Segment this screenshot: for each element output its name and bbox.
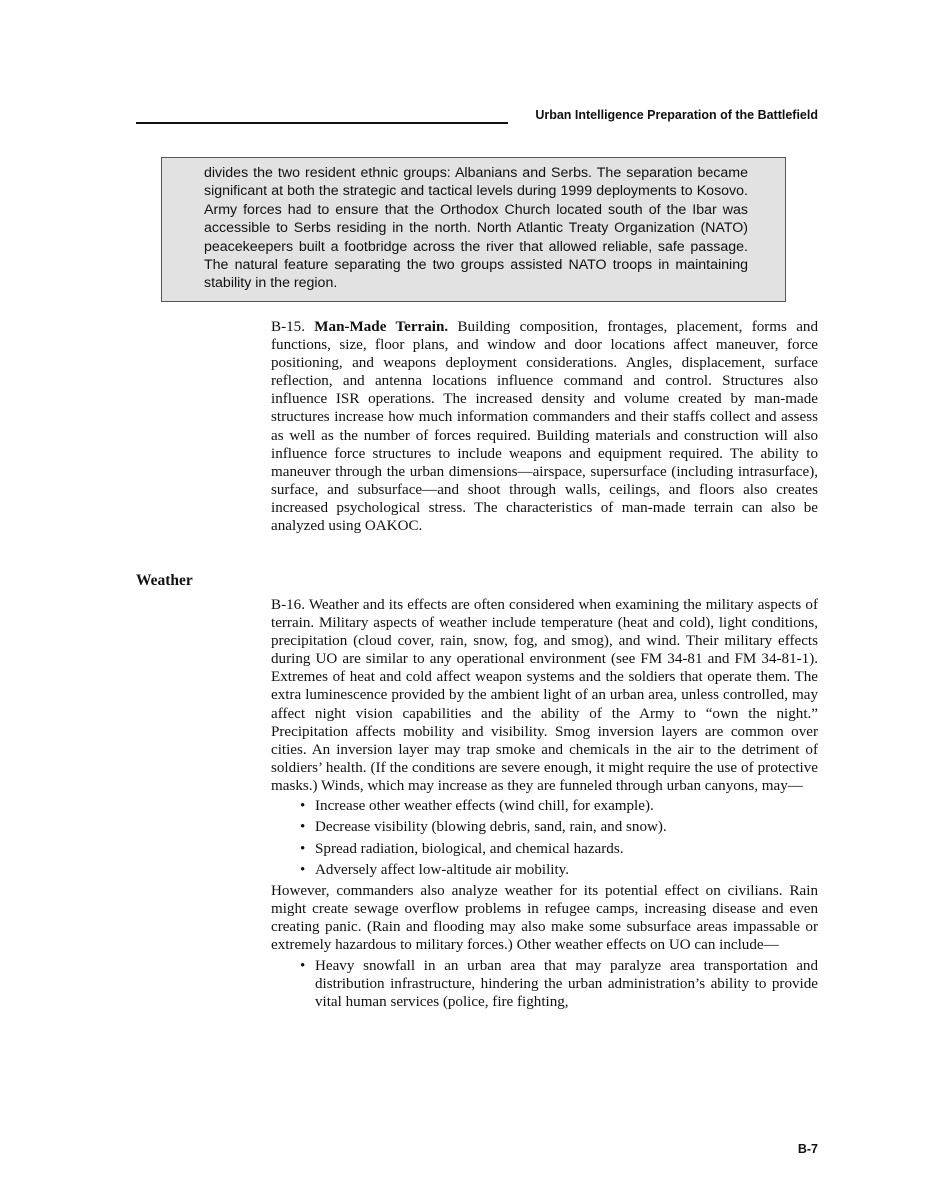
paragraph-text: Weather and its effects are often considered when examining the military aspects of terrain. Military aspects of weather include temperature (heat and cold), light conditions, precipitation (cloud cover, rain, snow, fog, and smog), and wind. Their military effects during UO are similar to any operational environment (see FM 34-81 and FM 34-81-1). Extremes of heat and cold affect weapon systems and the soldiers that operate them. The extra luminescence provided by the ambient light of an urban area, unless controlled, may affect night vision capabilities and the ability of the Army to “own the night.” Precipitation affects mobility and visibility. Smog inversion layers are common over cities. An inversion layer may trap smoke and chemicals in the air to the detriment of soldiers’ health. (If the conditions are severe enough, it might require the use of protective masks.) Winds, which may increase as they are funneled through urban canyons, may— <box>271 597 818 794</box>
paragraph-b15 <box>271 318 818 535</box>
list-item: • Decrease visibility (blowing debris, sand, rain, and snow). <box>315 818 818 836</box>
wind-effects-list <box>271 797 818 879</box>
other-effects-list <box>271 957 818 1011</box>
vignette-box <box>161 157 786 302</box>
continuation-text: However, commanders also analyze weather for its potential effect on civilians. Rain might create sewage overflow problems in refugee camps, increasing disease and even creating panic. (Rain and flooding may also make some subsurface areas impassable or extremely hazardous to military forces.) Other weather effects on UO can include— <box>271 883 818 954</box>
section-heading-weather: Weather <box>136 572 193 589</box>
list-item: • Heavy snowfall in an urban area that may paralyze area transportation and distribution infrastructure, hindering the urban administration’s ability to provide vital human services (police, fire fighting, <box>315 957 818 1011</box>
list-item: • Increase other weather effects (wind chill, for example). <box>315 797 818 815</box>
header-rule <box>136 122 508 124</box>
paragraph-b16 <box>271 596 818 1014</box>
page-number: B-7 <box>797 1142 818 1156</box>
running-header-title: Urban Intelligence Preparation of the Battlefield <box>535 108 818 122</box>
list-item: • Spread radiation, biological, and chemical hazards. <box>315 840 818 858</box>
list-item: • Adversely affect low-altitude air mobility. <box>315 861 818 879</box>
paragraph-number: B-15. <box>271 319 305 335</box>
paragraph-number: B-16. <box>271 597 305 613</box>
paragraph-text: Building composition, frontages, placement, forms and functions, size, floor plans, and window and door locations affect maneuver, force positioning, and weapons deployment considerations. Angles, displacement, surface reflection, and antenna locations influence command and control. Structures also influence ISR operations. The increased density and volume created by man-made structures increase how much information commanders and their staffs collect and assess as well as the number of forces required. Building materials and construction will also influence force structures to include weapons and equipment required. The ability to maneuver through the urban dimensions—airspace, supersurface (including intrasurface), surface, and subsurface—and shoot through walls, ceilings, and floors also creates increased psychological stress. The characteristics of man-made terrain can also be analyzed using OAKOC. <box>271 319 819 535</box>
paragraph-heading: Man-Made Terrain. <box>314 319 449 335</box>
vignette-text: divides the two resident ethnic groups: Albanians and Serbs. The separation became significant at both the strategic and tactical levels during 1999 deployments to Kosovo. Army forces had to ensure that the Orthodox Church located south of the Ibar was accessible to Serbs residing in the north. North Atlantic Treaty Organization (NATO) peacekeepers built a footbridge across the river that allowed reliable, safe passage. The natural feature separating the two groups assisted NATO troops in maintaining stability in the region. <box>204 165 748 292</box>
